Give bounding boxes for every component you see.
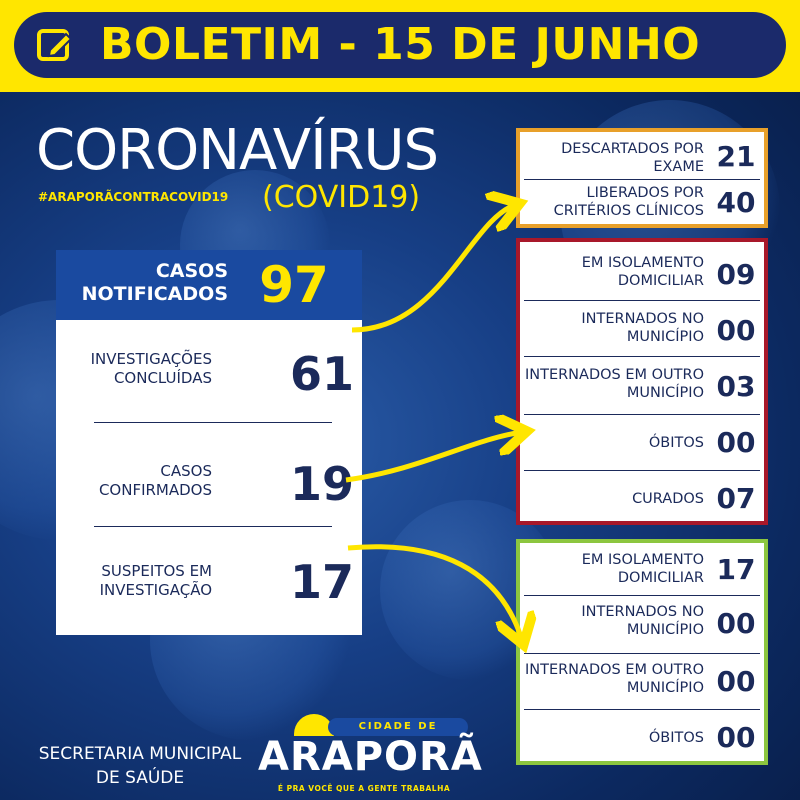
row-value: 00 — [716, 426, 756, 459]
row-label: CURADOS — [632, 491, 704, 507]
row-label: ÓBITOS — [648, 730, 704, 746]
row-label: ÓBITOS — [648, 435, 704, 451]
banner-pill — [14, 12, 786, 78]
logo-slogan: É PRA VOCÊ QUE A GENTE TRABALHA — [277, 784, 451, 793]
row-label: DESCARTADOS POR EXAME — [561, 141, 704, 175]
list-item — [520, 306, 764, 354]
hashtag: #ARAPORÃCONTRACOVID19 — [38, 190, 229, 204]
divider — [524, 595, 760, 596]
arapora-logo — [258, 714, 483, 798]
row-value: 17 — [716, 553, 756, 586]
cases-summary-card — [56, 250, 362, 635]
row-label: INTERNADOS EM OUTRO MUNICÍPIO — [524, 367, 704, 401]
list-item — [520, 715, 764, 761]
divider — [524, 356, 760, 357]
logo-cidade: CIDADE DE — [328, 718, 468, 736]
row-value: 40 — [716, 186, 756, 219]
suspected-breakdown-box — [516, 539, 768, 765]
divider — [524, 709, 760, 710]
row-value: 21 — [716, 140, 756, 173]
arrow-notified-to-discarded — [352, 205, 515, 330]
top-banner — [0, 0, 800, 92]
row-label: EM ISOLAMENTO DOMICILIAR — [581, 552, 704, 586]
divider — [524, 470, 760, 471]
list-item — [520, 601, 764, 649]
row-label: LIBERADOS POR CRITÉRIOS CLÍNICOS — [553, 185, 704, 219]
divider — [524, 653, 760, 654]
notified-cases-header — [56, 250, 362, 320]
list-item — [520, 250, 764, 298]
row-label: INTERNADOS NO MUNICÍPIO — [581, 604, 704, 638]
concluded-investigations-label: INVESTIGAÇÕES CONCLUÍDAS — [90, 350, 212, 387]
list-item — [520, 659, 764, 707]
row-value: 03 — [716, 370, 756, 403]
page-title: CORONAVÍRUS — [36, 118, 439, 183]
notified-cases-value: 97 — [259, 256, 329, 314]
row-label: EM ISOLAMENTO DOMICILIAR — [581, 255, 704, 289]
divider — [94, 422, 332, 423]
row-value: 00 — [716, 607, 756, 640]
concluded-investigations-value: 61 — [289, 347, 354, 401]
discarded-box — [516, 128, 768, 228]
list-item — [520, 547, 764, 595]
divider — [524, 179, 760, 180]
divider — [524, 300, 760, 301]
row-value: 00 — [716, 665, 756, 698]
suspected-cases-value: 17 — [289, 555, 354, 609]
list-item — [520, 136, 764, 180]
confirmed-breakdown-box — [516, 238, 768, 525]
row-label: INTERNADOS EM OUTRO MUNICÍPIO — [524, 662, 704, 696]
edit-icon — [36, 26, 74, 64]
row-value: 00 — [716, 314, 756, 347]
logo-name: ARAPORÃ — [258, 734, 483, 780]
row-label: INTERNADOS NO MUNICÍPIO — [581, 311, 704, 345]
list-item — [520, 362, 764, 410]
confirmed-cases-value: 19 — [289, 457, 354, 511]
arrow-confirmed-to-breakdown — [346, 432, 522, 480]
divider — [94, 526, 332, 527]
secretaria-label: SECRETARIA MUNICIPAL DE SAÚDE — [38, 744, 242, 788]
list-item — [520, 420, 764, 468]
confirmed-cases-label: CASOS CONFIRMADOS — [98, 462, 212, 499]
row-value: 00 — [716, 721, 756, 754]
divider — [524, 414, 760, 415]
banner-title: BOLETIM - 15 DE JUNHO — [100, 19, 701, 70]
notified-cases-label: CASOS NOTIFICADOS — [81, 260, 228, 305]
suspected-cases-label: SUSPEITOS EM INVESTIGAÇÃO — [99, 562, 212, 599]
list-item — [520, 476, 764, 522]
list-item — [520, 182, 764, 226]
row-value: 09 — [716, 258, 756, 291]
row-value: 07 — [716, 482, 756, 515]
page-subtitle: (COVID19) — [262, 180, 421, 215]
